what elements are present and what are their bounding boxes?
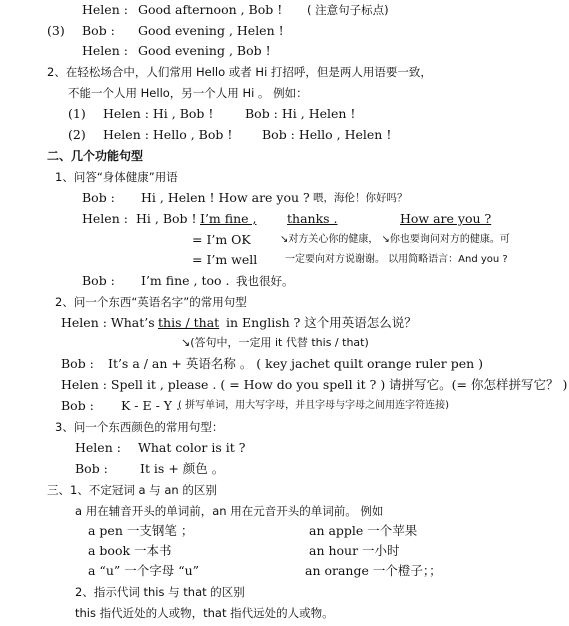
explanation-note: ↘对方关心你的健康， ↘你也要询问对方的健康。可 xyxy=(280,234,510,245)
example-a: a book 一本书 xyxy=(88,543,172,558)
subheading-2: 2、问一个东西“英语名字”的常用句型 xyxy=(55,295,247,309)
speaker-label: Bob : xyxy=(82,190,115,205)
annotation-note: ( 注意句子标点) xyxy=(307,3,389,17)
speaker-label: Bob : xyxy=(82,273,115,288)
dialog-text: Good evening , Bob ! xyxy=(138,43,271,58)
speaker-label: Helen : xyxy=(82,43,128,58)
dialog-text: in English ? 这个用英语怎么说？ xyxy=(226,315,417,330)
item-number: (1) xyxy=(68,106,86,121)
rule-paragraph: this 指代近处的人或物，that 指代远处的人或物。 xyxy=(75,606,334,620)
speaker-label: Bob : xyxy=(82,23,115,38)
example-b: an hour 一小时 xyxy=(309,543,400,558)
example-b: an apple 一个苹果 xyxy=(309,523,418,538)
translation: 我也很好。 xyxy=(236,274,294,288)
alternative-phrase: = I’m well xyxy=(192,252,258,267)
example-b: Bob : Hi , Helen ! xyxy=(245,106,356,121)
dialog-text: K - E - Y . xyxy=(121,398,181,413)
speaker-label: Bob : xyxy=(61,356,94,371)
rule-paragraph: a 用在辅音开头的单词前，an 用在元音开头的单词前。 例如 xyxy=(75,504,384,518)
example-b: Bob : Hello , Helen ! xyxy=(262,127,392,142)
underlined-phrase: I’m fine , xyxy=(200,211,257,226)
dialog-text: What color is it ? xyxy=(138,440,246,455)
subheading-4: 2、指示代词 this 与 that 的区别 xyxy=(75,585,245,599)
subheading-3: 3、问一个东西颜色的常用句型： xyxy=(55,420,224,434)
dialog-text: Hi , Bob ! xyxy=(136,211,197,226)
dialog-text: It’s a / an + 英语名称 。 ( key jachet quilt orange ruler pen ) xyxy=(108,356,484,371)
explanation-note: 一定要向对方说谢谢。 以用简略语言：And you ? xyxy=(285,254,508,265)
dialog-text: Helen : What’s xyxy=(61,315,155,330)
explanation-note: ( 拼写单词，用大写字母，并且字母与字母之间用连字符连接) xyxy=(178,400,449,411)
dialog-text: Good evening , Helen ! xyxy=(138,23,284,38)
speaker-label: Helen : xyxy=(75,440,121,455)
speaker-label: Bob : xyxy=(61,398,94,413)
example-a: a pen 一支钢笔 ； xyxy=(88,523,194,538)
underlined-phrase: thanks . xyxy=(287,211,338,226)
speaker-label: Helen : xyxy=(82,211,128,226)
speaker-label: Bob : xyxy=(75,461,108,476)
item-number: (2) xyxy=(68,127,86,142)
speaker-label: Helen : xyxy=(82,2,128,17)
example-a: a “u” 一个字母 “u” xyxy=(88,563,200,578)
underlined-phrase: How are you ? xyxy=(400,211,492,226)
dialog-text: Good afternoon , Bob ! xyxy=(138,2,283,17)
section-heading-3: 三、1、不定冠词 a 与 an 的区别 xyxy=(47,483,217,497)
example-b: an orange 一个橙子；； xyxy=(305,563,442,578)
alternative-phrase: = I’m OK xyxy=(192,232,251,247)
dialog-text: I’m fine , too . xyxy=(141,273,230,288)
rule-paragraph-line-2: 不能一个人用 Hello，另一个人用 Hi 。 例如： xyxy=(68,86,308,100)
underlined-phrase: this / that xyxy=(158,315,220,330)
subheading-1: 1、问答“身体健康”用语 xyxy=(55,170,178,184)
section-heading-2: 二、几个功能句型 xyxy=(47,149,144,163)
translation: 喂，海伦！你好吗？ xyxy=(313,192,408,204)
example-a: Helen : Hello , Bob ! xyxy=(103,127,233,142)
dialog-text: Hi , Helen ! How are you ? xyxy=(141,190,310,205)
example-a: Helen : Hi , Bob ! xyxy=(103,106,214,121)
rule-paragraph-line-1: 2、在轻松场合中，人们常用 Hello 或者 Hi 打招呼，但是两人用语要一致， xyxy=(47,65,432,79)
dialog-text: It is + 颜色 。 xyxy=(140,461,225,476)
answer-note: ↘(答句中，一定用 it 代替 this / that) xyxy=(181,336,369,349)
dialog-line-9: Helen : Spell it , please . ( = How do you spell it ? ) 请拼写它。(= 你怎样拼写它？ ) xyxy=(61,377,568,392)
item-number: (3) xyxy=(47,23,65,38)
